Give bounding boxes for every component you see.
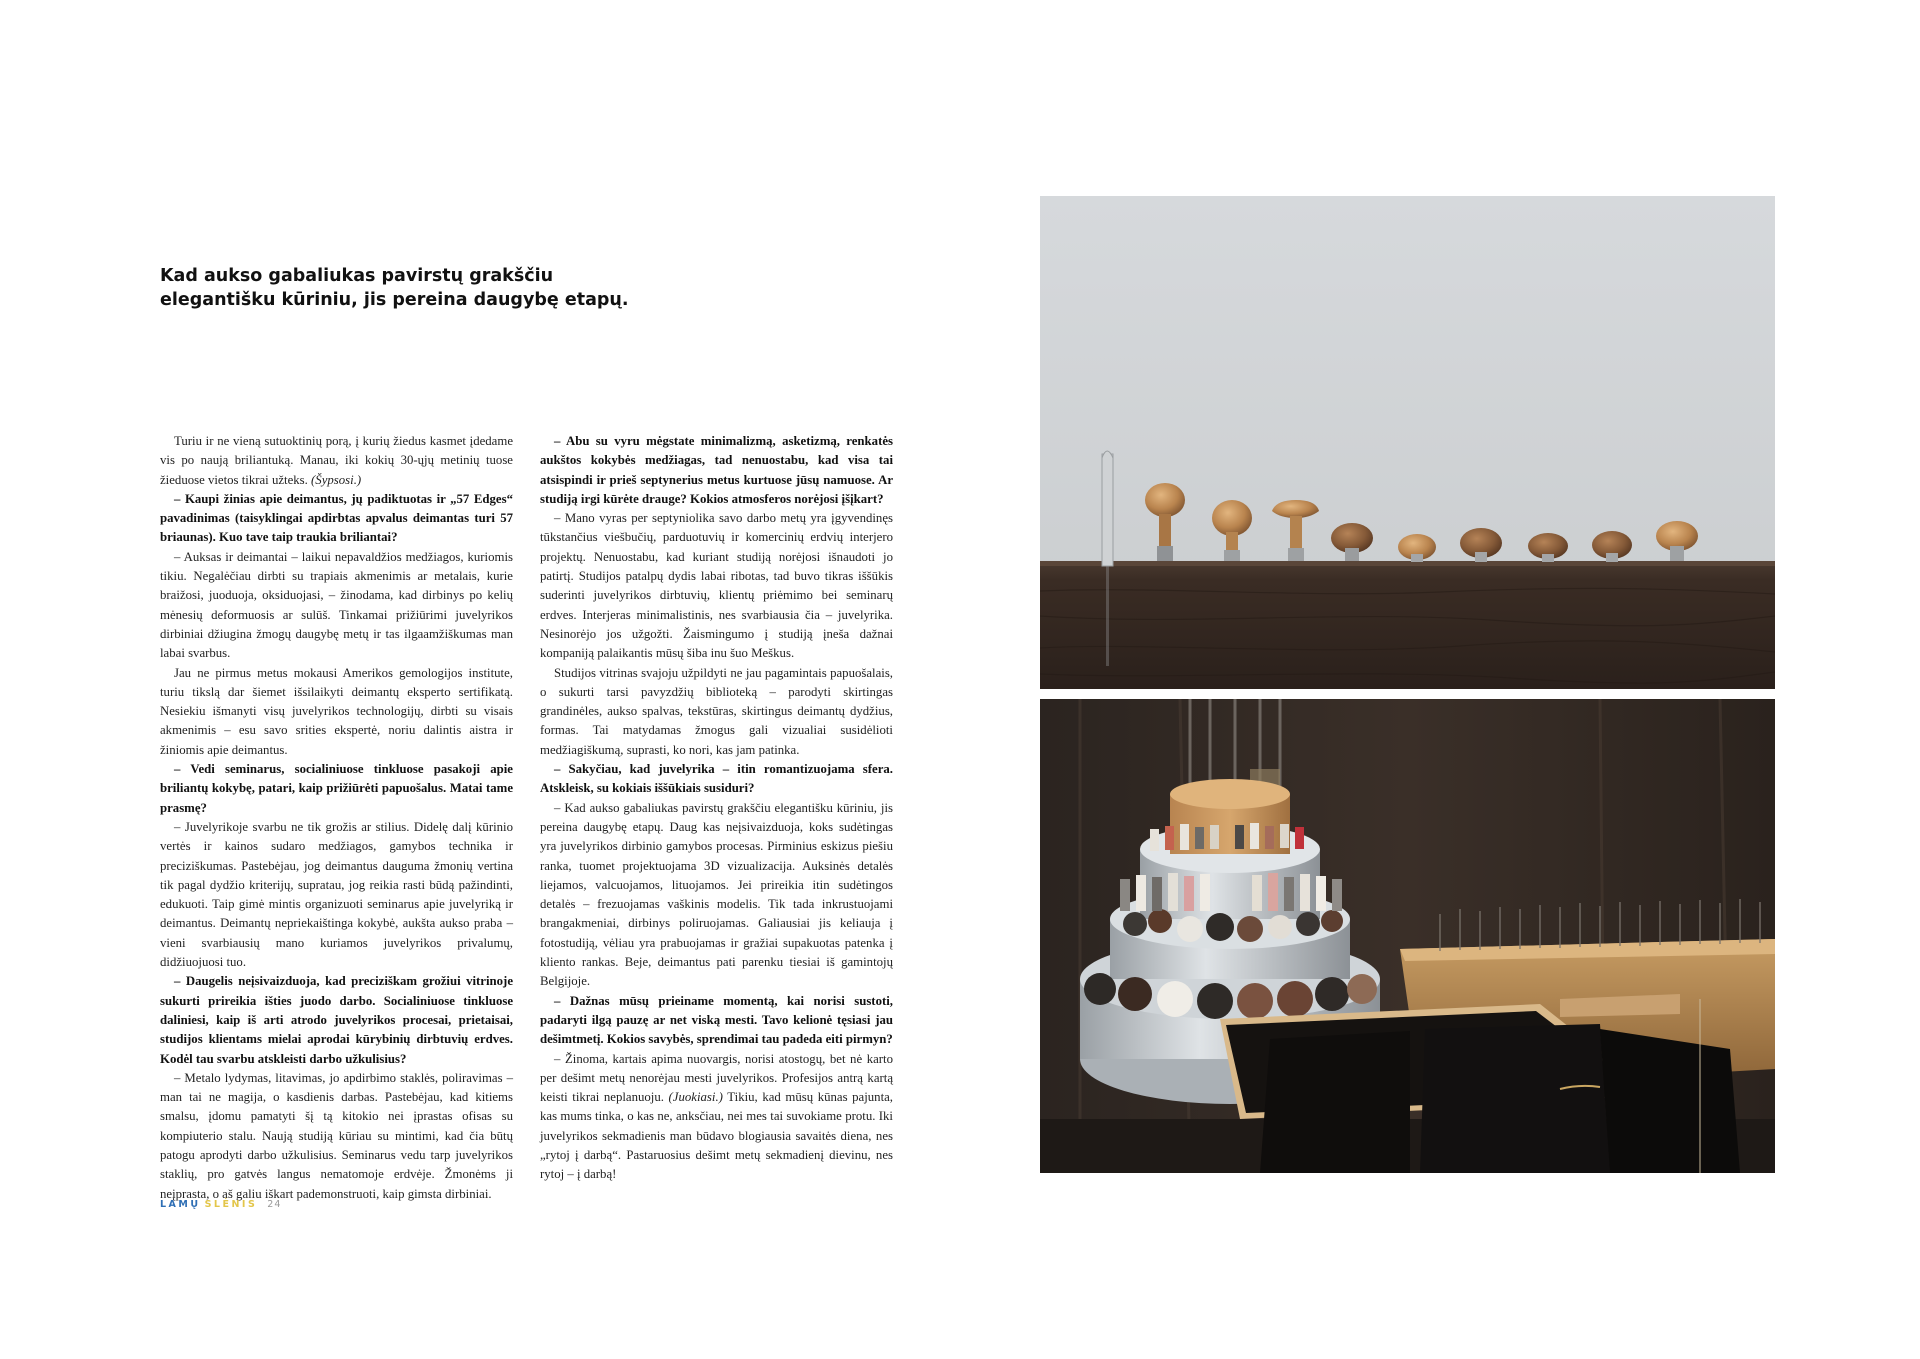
paragraph-text: – Kaupi žinias apie deimantus, jų padiktuotas ir „57 Edges“ pavadinimas (taisyklingai apdirbtas apvalus deimantas turi 57 briaunas). Kuo tave taip traukia briliantai? — [160, 491, 513, 545]
interview-answer — [540, 799, 893, 992]
paragraph-text: Jau ne pirmus metus mokausi Amerikos gemologijos institute, turiu tikslą dar šiemet išsilaikyti deimantų eksperto sertifikatą. Nesiekiu išmanyti visų juvelyrikos technologijų, dirbti su visais akmenimis – esu savo srities ekspertė, noriu dalintis aistra ir žiniomis apie deimantus. — [160, 665, 513, 757]
paragraph-text: – Sakyčiau, kad juvelyrika – itin romantizuojama sfera. Atskleisk, su kokiais iššūkiais susiduri? — [540, 762, 893, 796]
paragraph-text: – Abu su vyru mėgstate minimalizmą, asketizmą, renkatės aukštos kokybės medžiagas, tad nenuostabu, kad visa tai atsispindi ir prieš septynerius metus kurtuose jūsų namuose. Ar studiją irgi kūrėte drauge? Kokios atmosferos norėjosi įšįkart? — [540, 434, 893, 506]
interview-answer — [540, 1050, 893, 1185]
interview-question — [160, 490, 513, 548]
paragraph-text: – Vedi seminarus, socialiniuose tinkluose pasakoji apie briliantų kokybę, patari, kaip prižiūrėti papuošalus. Matai tame prasmę? — [160, 762, 513, 815]
photo-workshop-tools — [1040, 699, 1775, 1173]
paragraph-text: – Žinoma, kartais apima nuovargis, norisi atostogų, bet nė karto per dešimt metų nenorėjau mesti juvelyrikos. Profesijos antrą kartą keisti tikrai neplanuoju. — [540, 1051, 893, 1105]
paragraph-text: Studijos vitrinas svajoju užpildyti ne jau pagamintais papuošalais, o sukurti tarsi pavyzdžių biblioteką – parodyti skirtingas grandinėles, aukso spalvas, tekstūras, skirtingus deimantų dydžius, formas. Tai matydamas žmogus gali vizualiai susidėlioti medžiagiškumą, suprasti, ko nori, kas jam patinka. — [540, 665, 893, 757]
paragraph-text: – Auksas ir deimantai – laikui nepavaldžios medžiagos, kuriomis tikiu. Negalėčiau dirbti su trapiais akmenimis ar metalais, kurie braižosi, juoduoja, oksiduojasi, – žinodama, kad dirbinys po kelių mėnesių deformuosis ar sulūš. Tinkamai prižiūrimi juvelyrikos dirbiniai džiugina žmogų daugybę metų ir tas ilgaamžiškumas man labai svarbus. — [160, 549, 513, 661]
interview-question — [160, 760, 513, 818]
article-column-1 — [160, 432, 513, 1204]
interview-answer — [160, 818, 513, 972]
interview-answer — [540, 509, 893, 663]
interview-answer — [160, 548, 513, 664]
stage-direction: (Juokiasi.) — [668, 1090, 723, 1105]
interview-question — [540, 432, 893, 509]
paragraph-text: – Metalo lydymas, litavimas, jo apdirbimo staklės, poliravimas – man tai ne magija, o kasdienis darbas. Pastebėjau, kad kitiems smalsu, įdomu pamatyti šį tą kitokio nei įprastas ofisas su kompiuterio stalu. Naują studiją kūriau su mintimi, kad čia būtų patogu aprodyti darbo užkulisius. Seminarus vedu tarp juvelyrikos staklių, pro gatvės langus nematomoje erdvėje. Žmonėms ji neįprasta, o aš galiu iškart pademonstruoti, kaip gimsta dirbiniai. — [160, 1070, 513, 1201]
paragraph-text: Turiu ir ne vieną sutuoktinių porą, į kurių žiedus kasmet įdedame vis po naują briliantuką. Manau, iki kokių 30-ųjų metinių tuose žieduose vietos tikrai užteks. — [160, 434, 513, 487]
photo-tool-handles-shelf — [1040, 196, 1775, 689]
page-number: 24 — [267, 1199, 282, 1210]
tool-handles-illustration — [1040, 196, 1775, 689]
magazine-name-part-1: LAMŲ — [160, 1199, 201, 1210]
paragraph-text: – Daugelis neįsivaizduoja, kad preciziškam grožiui vitrinoje sukurti prireikia išties juodo darbo. Socialiniuose tinkluose daliniesi, kaip iš arti atrodo juvelyrikos procesai, prietaisai, studijos klientams mielai aprodai kūrybinių dirbtuvių erdves. Kodėl tau svarbu atskleisti darbo užkulisius? — [160, 974, 513, 1066]
article-column-2 — [540, 432, 893, 1185]
magazine-footer — [160, 1199, 281, 1210]
paragraph-text: Tikiu, kad mūsų kūnas pajunta, kas mums tinka, o kas ne, anksčiau, nei mes tai suvokiame protu. Iki juvelyrikos sekmadienis man būdavo blogiausia savaitės diena, nes „rytoj į darbą“. Pastaruosius dešimt metų sekmadienį dievinu, nes rytoj – į darbą! — [540, 1090, 894, 1182]
interview-question — [540, 760, 893, 799]
magazine-name-part-2: SLĖNIS — [204, 1199, 258, 1210]
stage-direction: (Šypsosi.) — [311, 472, 362, 487]
interview-question — [160, 972, 513, 1068]
interview-answer — [160, 1069, 513, 1204]
interview-answer — [540, 664, 893, 760]
interview-answer — [160, 664, 513, 760]
pull-quote-headline: Kad aukso gabaliukas pavirstų grakščiu elegantišku kūriniu, jis pereina daugybę etapų. — [160, 266, 629, 310]
paragraph-text: – Mano vyras per septyniolika savo darbo metų yra įgyvendinęs tūkstančius viešbučių, parduotuvių ir komercinių erdvių interjero projektų. Nenuostabu, kad kuriant studiją norėjosi išnaudoti jo patirtį. Studijos patalpų dydis labai ribotas, tad buvo tikras iššūkis suderinti juvelyrikos dirbtuvių, klientų priėmimo bei seminarų erdves. Interjeras minimalistinis, nes svarbiausia čia – juvelyrika. Nesinorėjo jos užgožti. Žaismingumo į studiją įneša dažnai kompaniją palaikantis mūsų šiba inu šuo Meškus. — [540, 511, 893, 661]
interview-answer — [160, 432, 513, 490]
interview-question — [540, 992, 893, 1050]
paragraph-text: – Juvelyrikoje svarbu ne tik grožis ar stilius. Didelę dalį kūrinio vertės ir kainos sudaro medžiagos, gamybos technika ir preciziškumas. Pastebėjau, jog deimantus dauguma žmonių vertina tik pagal dydžio kriterijų, supratau, jog reikia rasti būdą pažindinti, edukuoti. Taip gimė mintis organizuoti seminarus apie juvelyriką ir deimantus. Deimantų nepriekaištinga kokybė, aukšta aukso praba – vieni svarbiausių mano kuriamos juvelyrikos privalumų, didžiuojuosi tuo. — [160, 819, 513, 970]
paragraph-text: – Dažnas mūsų prieiname momentą, kai norisi sustoti, padaryti ilgą pauzę ar net viską mesti. Tavo kelionė tęsiasi jau dešimtmetį. Kokios savybės, sprendimai tau padeda eiti pirmyn? — [540, 993, 893, 1047]
workshop-tools-illustration — [1040, 699, 1775, 1173]
paragraph-text: – Kad aukso gabaliukas pavirstų grakščiu elegantišku kūriniu, jis pereina daugybę etapų. Daug kas neįsivaizduoja, koks sudėtingas yra juvelyrikos dirbinio gamybos procesas. Pirminius eskizus piešiu ranka, tuomet projektuojama 3D vizualizacija. Auksinės detalės liejamos, valcuojamos, lituojamos. Jei prireikia itin sudėtingos detalės – frezuojamas vaškinis modelis. Tik tada inkrustuojami brangakmeniai, dirbinys poliruojamas. Galiausiai jis keliauja į fotostudiją, vėliau yra prabuojamas ir gražiai supakuotas patenka į kliento rankas. Beje, deimantus pati parenku tiesiai iš gamintojų Belgijoje. — [540, 800, 893, 989]
